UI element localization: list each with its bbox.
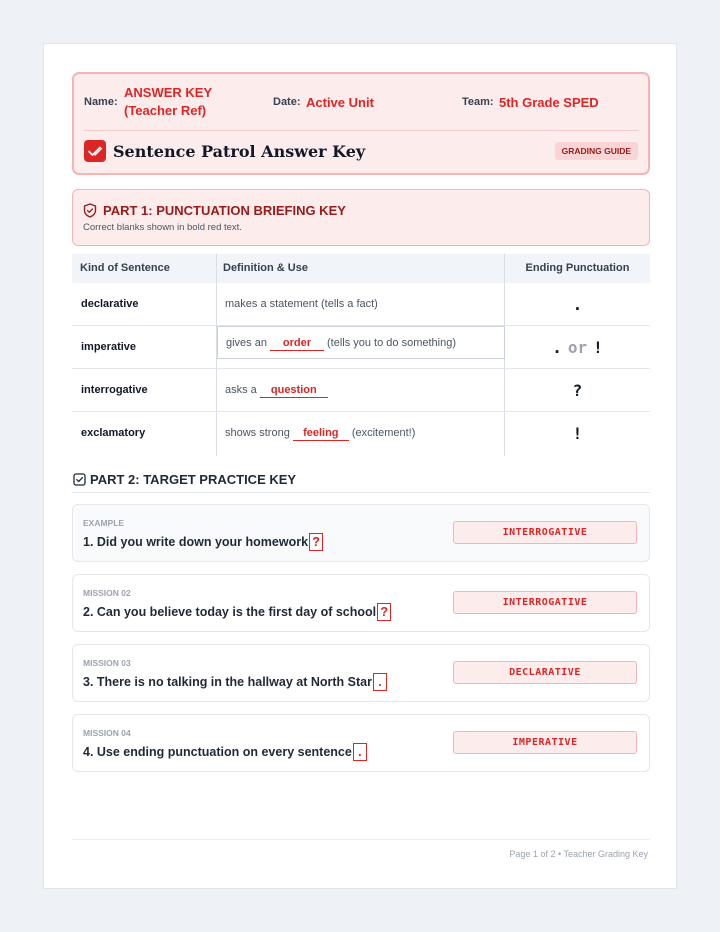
table-row [72, 412, 650, 455]
answer-box: . [353, 743, 367, 761]
table-row [72, 326, 650, 369]
category-tag: INTERROGATIVE [453, 591, 637, 614]
table-header [72, 254, 650, 283]
definition-text: (tells you to do something) [326, 337, 456, 349]
answer-blank: order [270, 337, 324, 351]
name-value-line2: (Teacher Ref) [124, 103, 207, 118]
header-divider [84, 130, 638, 131]
checkbox-icon [73, 473, 86, 486]
worksheet-page [43, 43, 677, 889]
part2-divider [72, 492, 650, 493]
part2-title: PART 2: TARGET PRACTICE KEY [90, 472, 297, 487]
name-value-line1: ANSWER KEY [124, 85, 213, 100]
table-row [72, 369, 650, 412]
question-text: 1. Did you write down your homework [83, 535, 309, 549]
part1-banner [72, 189, 650, 246]
mission-question [83, 743, 367, 761]
name-label: Name: [84, 96, 118, 108]
punctuation-cell [505, 326, 650, 369]
mission-card [72, 714, 650, 772]
definition-cell [225, 412, 415, 455]
column-header-kind: Kind of Sentence [80, 262, 170, 274]
mission-question [83, 603, 391, 621]
definition-text: makes a statement (tells a fact) [225, 298, 378, 310]
punctuation-period: . [552, 338, 562, 357]
definition-text: asks a [225, 384, 257, 396]
kind-cell: imperative [81, 341, 137, 353]
date-value: Active Unit [306, 95, 374, 110]
question-text: 4. Use ending punctuation on every sentence [83, 745, 352, 759]
punctuation-exclamation: ! [593, 338, 603, 357]
answer-box: ? [377, 603, 391, 621]
mission-label: MISSION 04 [83, 728, 131, 738]
punctuation-cell: ! [572, 424, 583, 443]
category-tag: DECLARATIVE [453, 661, 637, 684]
question-text: 2. Can you believe today is the first day of school [83, 605, 377, 619]
punctuation-cell: ? [572, 381, 583, 400]
team-label: Team: [462, 96, 494, 108]
category-tag: INTERROGATIVE [453, 521, 637, 544]
kind-cell: exclamatory [81, 427, 146, 439]
category-tag: IMPERATIVE [453, 731, 637, 754]
definition-text: gives an [226, 337, 267, 349]
column-header-punctuation: Ending Punctuation [525, 262, 630, 274]
answer-box: ? [309, 533, 323, 551]
mission-question [83, 673, 387, 691]
question-text: 3. There is no talking in the hallway at North Star [83, 675, 372, 689]
mission-question [83, 533, 323, 551]
mission-card [72, 574, 650, 632]
mission-label: MISSION 02 [83, 588, 131, 598]
header-panel [72, 72, 650, 175]
page-footer: Page 1 of 2 • Teacher Grading Key [509, 849, 648, 859]
mission-label: MISSION 03 [83, 658, 131, 668]
mission-label: EXAMPLE [83, 518, 125, 528]
punctuation-or: or [567, 338, 588, 357]
answer-blank: question [260, 384, 328, 398]
definition-text: (excitement!) [351, 427, 416, 439]
date-label: Date: [273, 96, 301, 108]
check-double-icon [84, 140, 106, 162]
definition-text: shows strong [225, 427, 290, 439]
page-title: Sentence Patrol Answer Key [113, 142, 366, 161]
footer-divider [72, 839, 650, 840]
shield-icon [83, 203, 97, 218]
part1-title: PART 1: PUNCTUATION BRIEFING KEY [103, 203, 346, 218]
definition-cell [225, 283, 378, 326]
kind-cell: interrogative [81, 384, 148, 396]
answer-blank: feeling [293, 427, 349, 441]
mission-card [72, 644, 650, 702]
definition-cell [225, 369, 331, 412]
grading-guide-badge: GRADING GUIDE [555, 142, 638, 160]
part1-subtitle: Correct blanks shown in bold red text. [83, 222, 242, 233]
kind-cell: declarative [81, 298, 139, 310]
team-value: 5th Grade SPED [499, 95, 599, 110]
mission-card [72, 504, 650, 562]
definition-cell [226, 326, 456, 360]
column-header-definition: Definition & Use [223, 262, 308, 274]
punctuation-cell: . [572, 295, 583, 314]
answer-box: . [373, 673, 387, 691]
table-row [72, 283, 650, 326]
